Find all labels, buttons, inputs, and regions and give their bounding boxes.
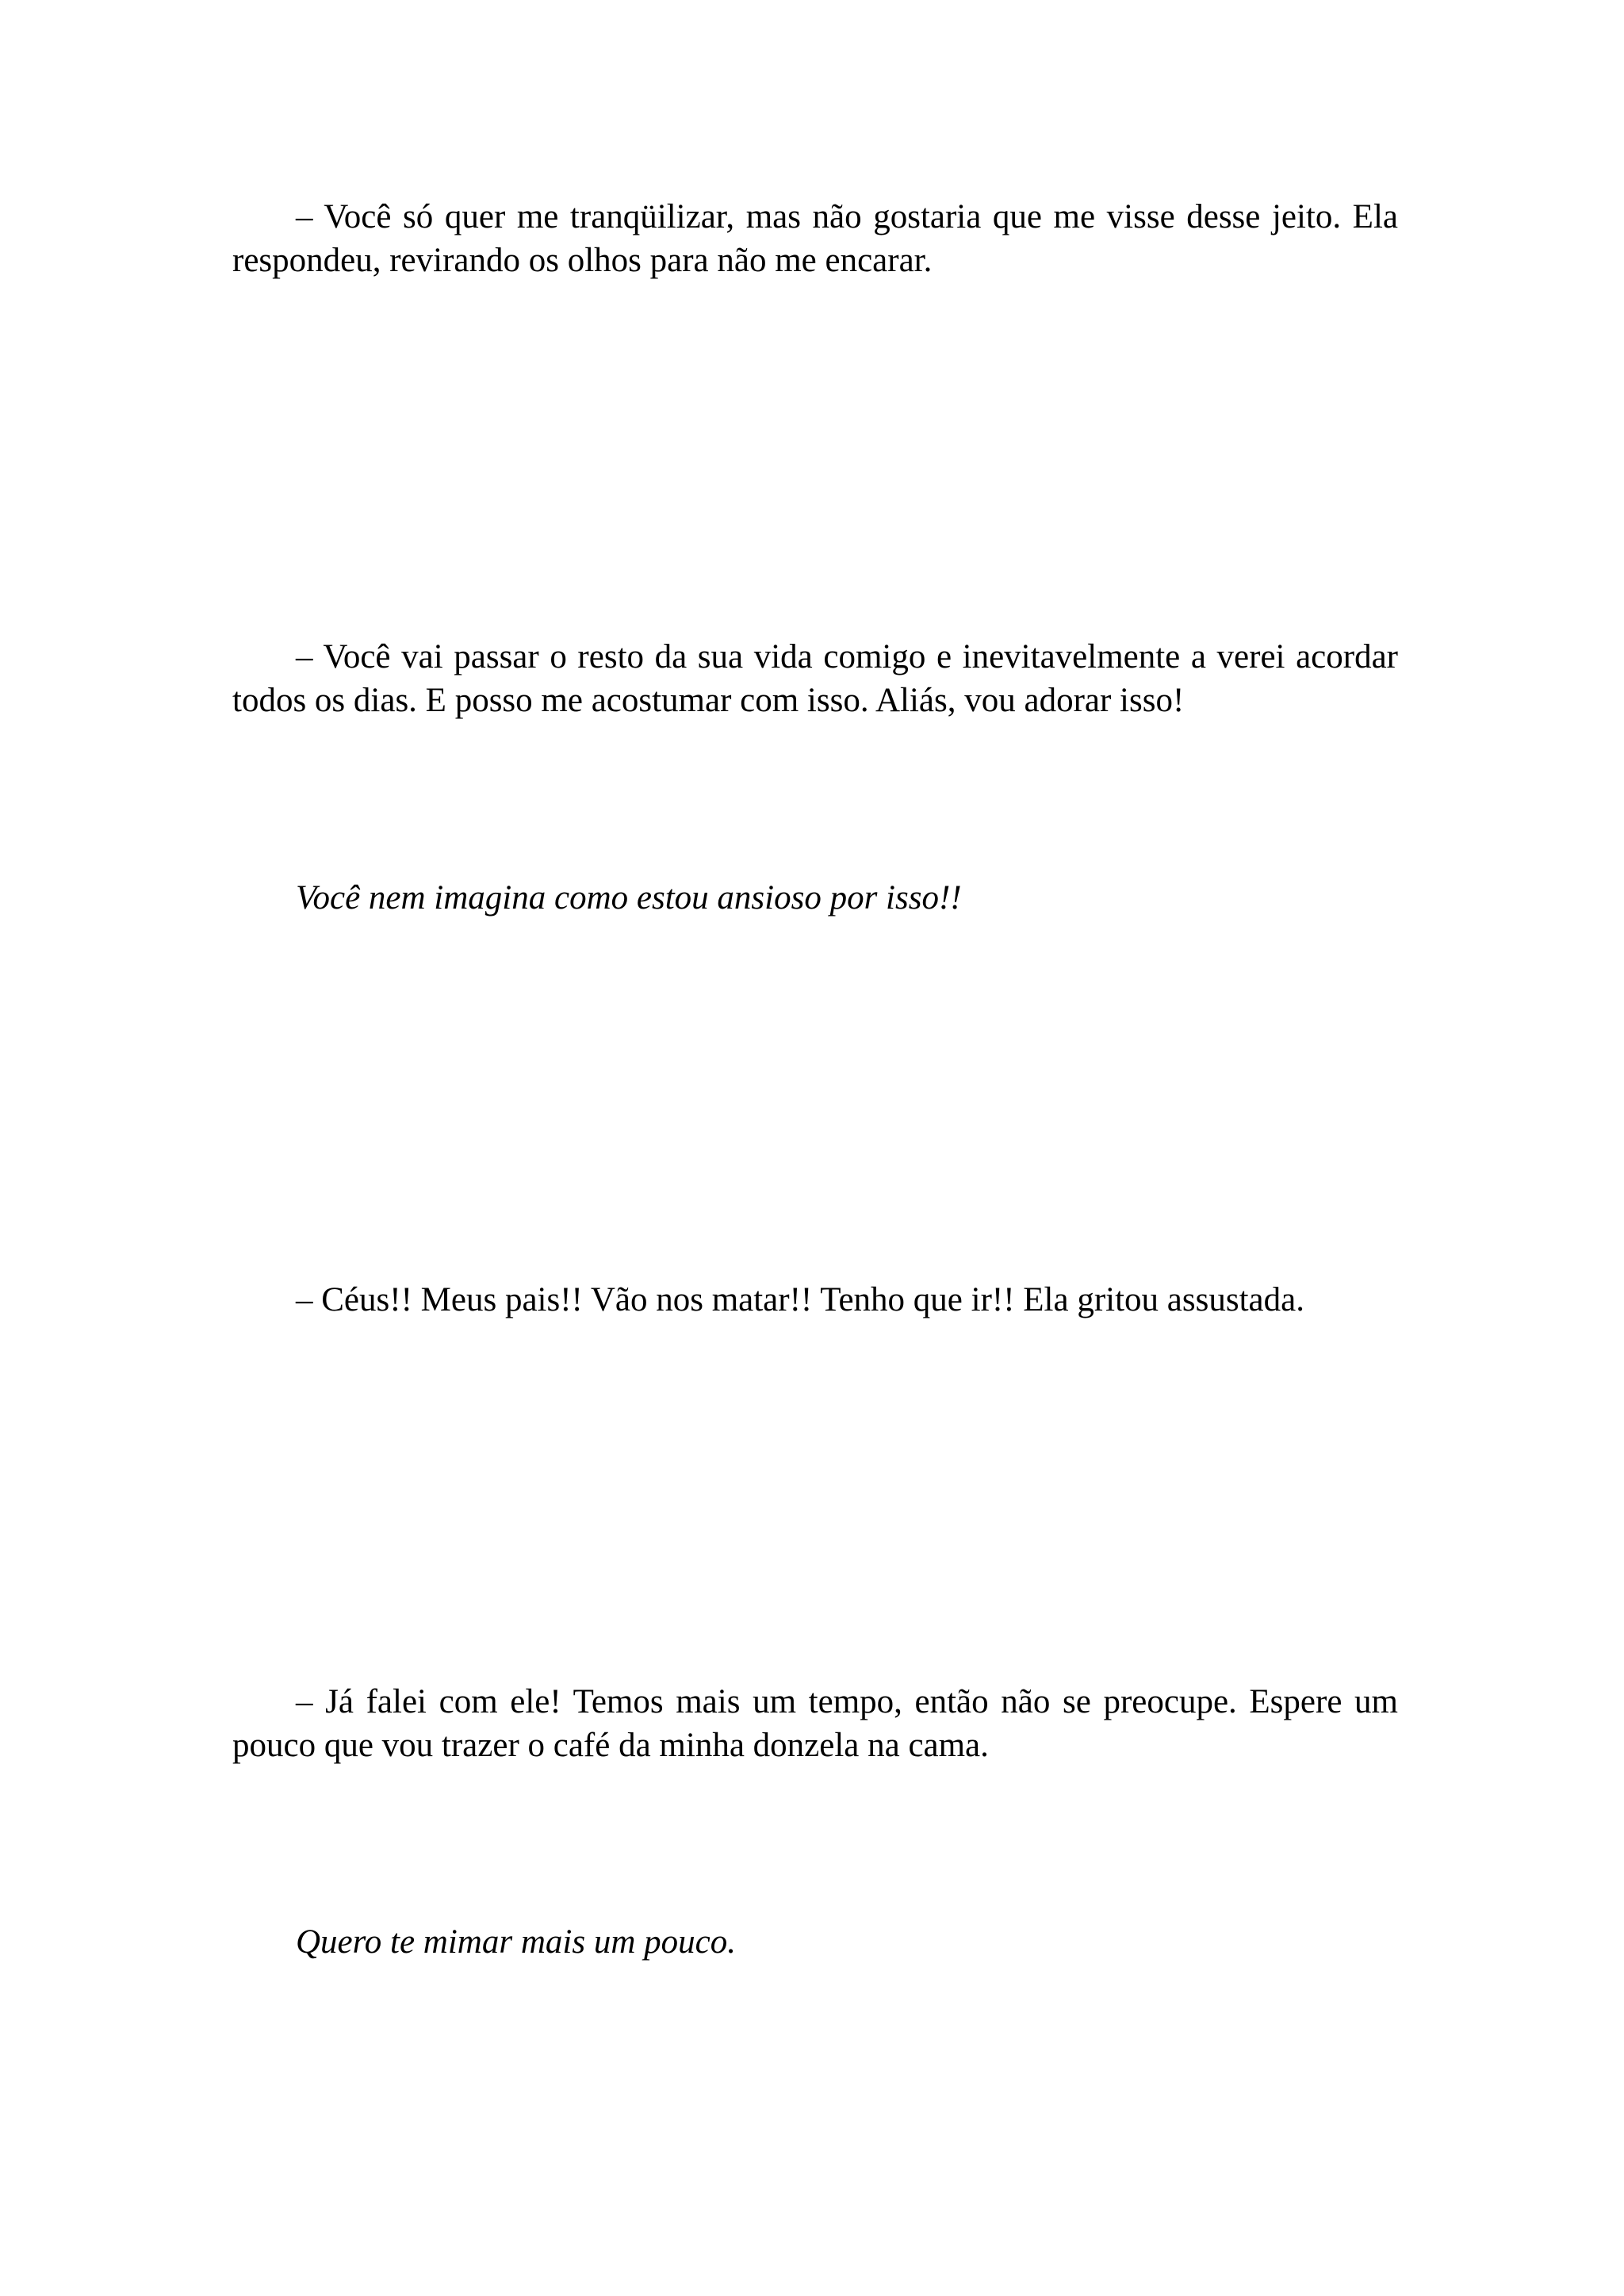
paragraph-thought-1: Você nem imagina como estou ansioso por isso!! [296,879,962,916]
paragraph-dialogue-4: – Já falei com ele! Temos mais um tempo, então não se preocupe. Espere um pouco que vou trazer o café da minha donzela na cama. [232,1683,1398,1764]
paragraph-thought-2: Quero te mimar mais um pouco. [296,1923,736,1961]
paragraph-dialogue-3: – Céus!! Meus pais!! Vão nos matar!! Tenho que ir!! Ela gritou assustada. [296,1281,1304,1318]
paragraph-dialogue-2: – Você vai passar o resto da sua vida comigo e inevitavelmente a verei acordar todos os dias. E posso me acostumar com isso. Aliás, vou adorar isso! [232,638,1398,719]
paragraph-dialogue-1: – Você só quer me tranqüilizar, mas não gostaria que me visse desse jeito. Ela respondeu, revirando os olhos para não me encarar. [232,198,1398,279]
